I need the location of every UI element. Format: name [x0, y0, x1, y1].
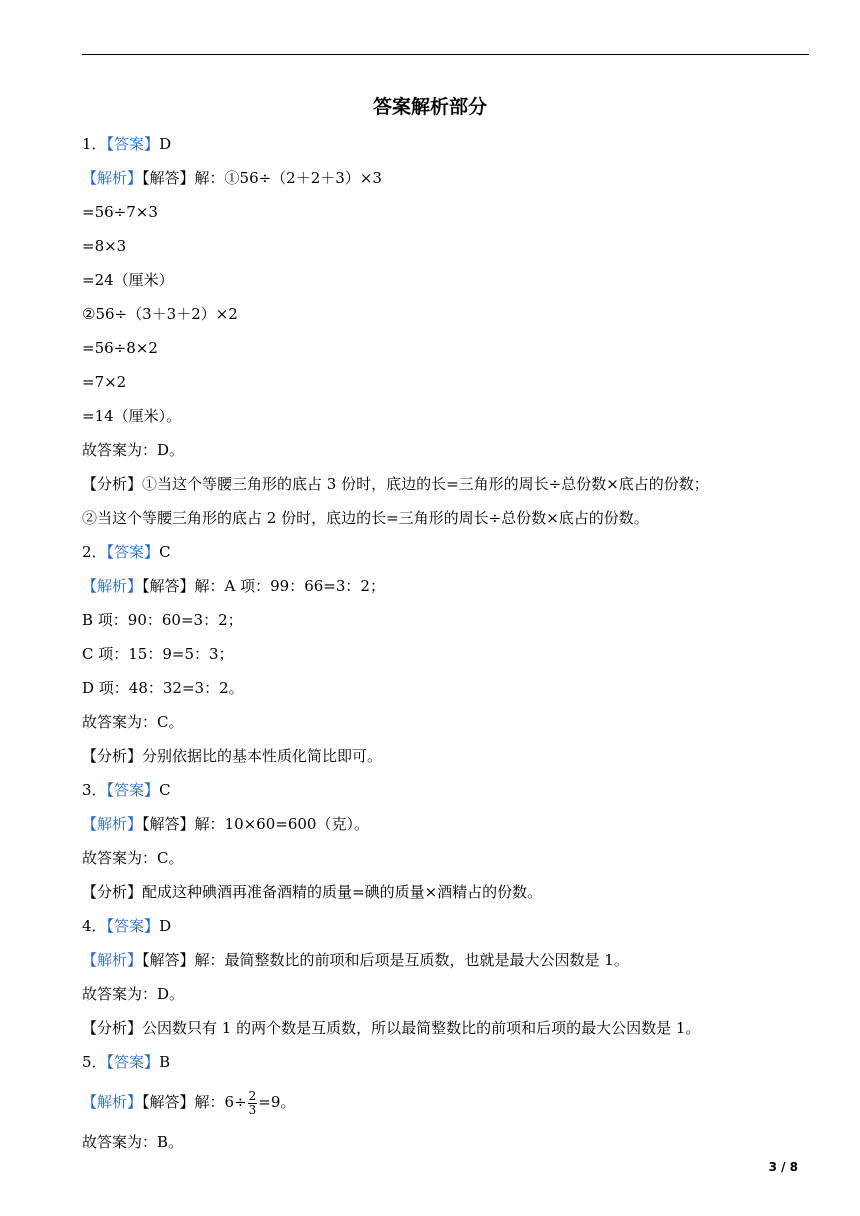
q3-result: 故答案为：C。	[82, 849, 184, 867]
q4-reason-line	[82, 1014, 809, 1048]
q2-step-4: D 项：48：32=3：2。	[82, 679, 244, 697]
q2-solution-line	[82, 572, 809, 606]
page-title: 答案解析部分	[372, 96, 487, 118]
q3-solution-line	[82, 810, 809, 844]
q1-step-1: 解：①56÷（2＋2＋3）×3	[194, 169, 382, 187]
q2-result: 故答案为：C。	[82, 713, 184, 731]
q4-answer: D	[159, 917, 172, 935]
q5-expr-post: =9。	[258, 1093, 296, 1111]
q2-answer-line	[82, 538, 809, 572]
q1-result: 故答案为：D。	[82, 441, 185, 459]
answer-label: 【答案】	[106, 917, 160, 935]
fraction	[248, 1090, 258, 1117]
q3-reason-line	[82, 878, 809, 912]
reason-label: 【分析】	[82, 747, 143, 765]
answer-label: 【答案】	[106, 781, 160, 799]
q4-reason: 公因数只有 1 的两个数是互质数，所以最简整数比的前项和后项的最大公因数是 1。	[142, 1019, 701, 1037]
answer-label: 【答案】	[106, 1053, 160, 1071]
q1-step-3: =8×3	[82, 237, 127, 255]
q1-step-2: =56÷7×3	[82, 203, 158, 221]
q1-reason-line	[82, 470, 809, 504]
q5-solution-line	[82, 1082, 809, 1128]
reason-label: 【分析】	[82, 1019, 143, 1037]
q3-number: 3．	[82, 781, 107, 799]
analysis-label: 【解析】	[82, 577, 143, 595]
q1-step-7: =7×2	[82, 373, 127, 391]
reason-label: 【分析】	[82, 475, 143, 493]
q2-step-2: B 项：90：60=3：2；	[82, 611, 243, 629]
q1-reason-1: ①当这个等腰三角形的底占 3 份时，底边的长=三角形的周长÷总份数×底占的份数；	[142, 475, 709, 493]
q4-answer-line	[82, 912, 809, 946]
solve-label: 【解答】	[142, 951, 195, 969]
q2-step-1: 解：A 项：99：66=3：2；	[194, 577, 385, 595]
analysis-label: 【解析】	[82, 951, 143, 969]
q4-number: 4．	[82, 917, 107, 935]
answer-label: 【答案】	[106, 135, 160, 153]
solve-label: 【解答】	[142, 1093, 195, 1111]
q2-answer: C	[159, 543, 171, 561]
q5-answer: B	[159, 1053, 171, 1071]
q2-reason: 分别依据比的基本性质化简比即可。	[142, 747, 383, 765]
q1-answer-line	[82, 130, 809, 164]
q1-step-5: ②56÷（3＋3＋2）×2	[82, 305, 238, 323]
q1-reason-2: ②当这个等腰三角形的底占 2 份时，底边的长=三角形的周长÷总份数×底占的份数。	[82, 509, 649, 527]
page-number: 3 / 8	[768, 1160, 798, 1174]
solve-label: 【解答】	[142, 815, 195, 833]
q3-answer-line	[82, 776, 809, 810]
answer-label: 【答案】	[106, 543, 160, 561]
q2-step-3: C 项：15：9=5：3；	[82, 645, 234, 663]
q1-answer: D	[159, 135, 172, 153]
q2-reason-line	[82, 742, 809, 776]
q5-answer-line	[82, 1048, 809, 1082]
q1-step-6: =56÷8×2	[82, 339, 158, 357]
answer-content	[82, 130, 809, 1162]
q3-reason: 配成这种碘酒再准备酒精的质量=碘的质量×酒精占的份数。	[142, 883, 543, 901]
q1-solution-line	[82, 164, 809, 198]
analysis-label: 【解析】	[82, 1093, 143, 1111]
analysis-label: 【解析】	[82, 815, 143, 833]
fraction-denominator: 3	[248, 1102, 257, 1117]
q1-step-8: =14（厘米）。	[82, 407, 182, 425]
q4-result: 故答案为：D。	[82, 985, 185, 1003]
analysis-label: 【解析】	[82, 169, 143, 187]
q4-step-1: 解：最简整数比的前项和后项是互质数，也就是最大公因数是 1。	[194, 951, 629, 969]
solve-label: 【解答】	[142, 169, 195, 187]
reason-label: 【分析】	[82, 883, 143, 901]
q2-number: 2．	[82, 543, 107, 561]
q4-solution-line	[82, 946, 809, 980]
q5-expr-pre: 解：6÷	[194, 1093, 247, 1111]
q5-result: 故答案为：B。	[82, 1133, 184, 1151]
q1-number: 1．	[82, 135, 107, 153]
q3-step-1: 解：10×60=600（克）。	[194, 815, 369, 833]
q1-step-4: =24（厘米）	[82, 271, 174, 289]
fraction-numerator: 2	[248, 1088, 257, 1103]
q5-number: 5．	[82, 1053, 107, 1071]
header-rule	[82, 54, 809, 55]
q3-answer: C	[159, 781, 171, 799]
solve-label: 【解答】	[142, 577, 195, 595]
